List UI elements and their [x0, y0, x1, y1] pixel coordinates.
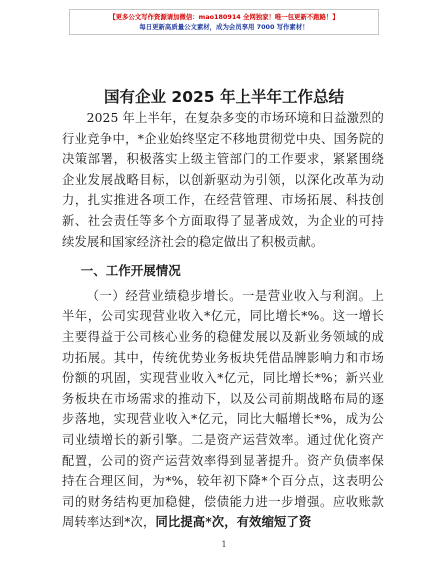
- section-paragraph-bold: 同比提高*次，有效缩短了资: [155, 514, 312, 530]
- document-body: [62, 108, 384, 533]
- promo-banner: [69, 9, 379, 35]
- promo-line-1: 【更多公文写作资源请加微信：mao180914 全网独家！唯一包更新不跑路！】: [109, 13, 339, 21]
- promo-line-2: 每日更新高质量公文素材，成为会员享用 7000 写作素材！: [139, 23, 309, 31]
- page-number: 1: [221, 540, 227, 549]
- section-heading: 一、工作开展情况: [80, 263, 181, 279]
- section-paragraph-main: （一）经营业绩稳步增长。一是营业收入与利润。上半年，公司实现营业收入*亿元，同比增长*%。这一增长主要得益于公司核心业务的稳健发展以及新业务领域的成功拓展。其中，传统优势业务板块凭借品牌影响力和市场份额的巩固，实现营业收入*亿元，同比增长*%；新兴业务板块在市场需求的推动下，以及公司前期战略布局的逐步落地，实现营业收入*亿元，同比大幅增长*%，成为公司业绩增长的新引擎。二是资产运营效率。通过优化资产配置，公司的资产运营效率得到显著提升。资产负债率保持在合理区间，为*%，较年初下降*个百分点，这表明公司的财务结构更加稳健，偿债能力进一步增强。应收账款周转率达到*次，: [62, 288, 384, 530]
- intro-paragraph: 2025 年上半年，在复杂多变的市场环境和日益激烈的行业竞争中，*企业始终坚定不移地贯彻党中央、国务院的决策部署，积极落实上级主管部门的工作要求，紧紧围绕企业发展战略目标，以创新驱动为引领，以深化改革为动力，扎实推进各项工作，在经营管理、市场拓展、科技创新、社会责任等多个方面取得了显著成效，为企业的可持续发展和国家经济社会的稳定做出了积极贡献。: [62, 111, 384, 249]
- document-title: 国有企业 2025 年上半年工作总结: [104, 88, 344, 106]
- section-paragraph: [62, 286, 384, 533]
